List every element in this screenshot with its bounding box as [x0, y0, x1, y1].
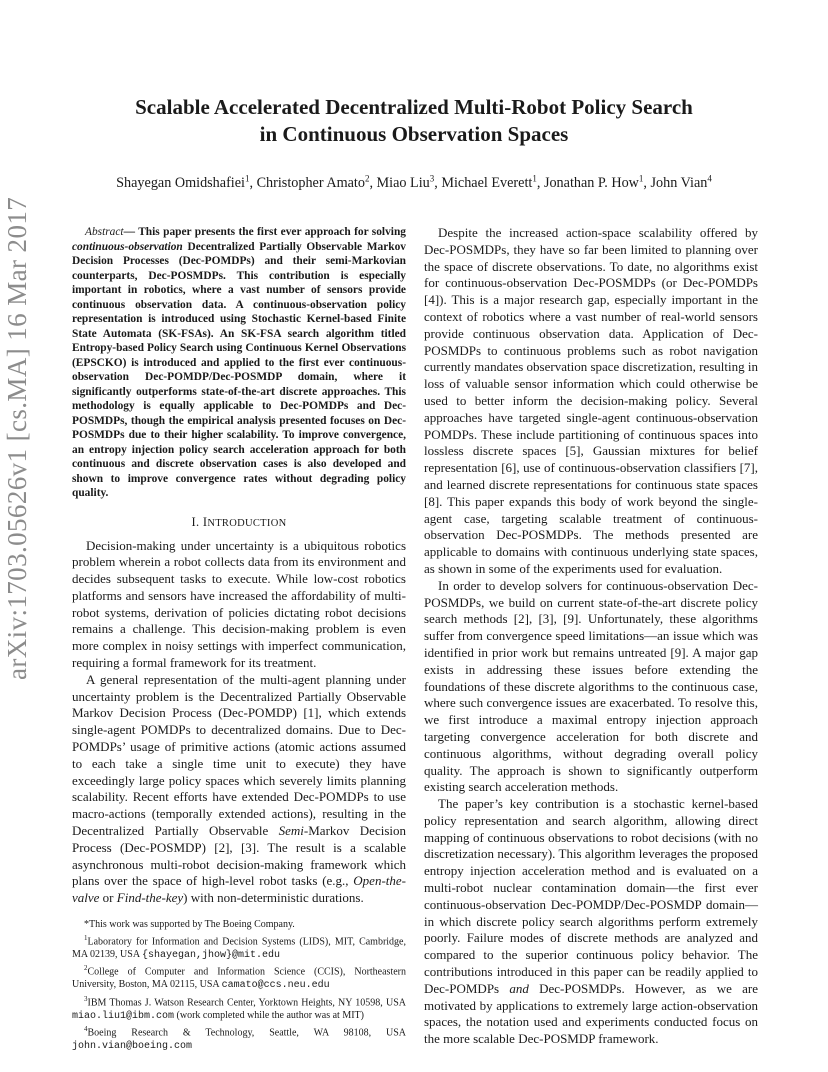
intro-paragraph-3: Despite the increased action-space scalability offered by Dec-POSMDPs, they have so far been limited to planning over the space of discrete observations. To date, no algorithms exist for continuous-observation Dec-POSMDPs (or Dec-POMDPs [4]). This is a major research gap, especially important in the context of robotics where a vast number of real-world sensors provide continuous observation data. Application of Dec-POSMDPs to continuous problems such as robot navigation currently mandates observation space discretization, resulting in loss of valuable sensor information which could otherwise be used to better inform the decision-making policy. Several approaches have targeted single-agent continuous-observation POMDPs. These include partitioning of continuous spaces into lossless discrete spaces [5], Gaussian mixtures for belief representation [6], use of continuous-observation classifiers [7], and learned discrete representations for continuous state spaces [8]. This paper expands this body of work beyond the single-agent case, targeting scalable treatment of continuous-observation Dec-POSMDPs. The methods presented are applicable to domains with continuous underlying state spaces, as shown in some of the experiments used for evaluation. — [424, 225, 758, 576]
author: Jonathan P. How$^1$, — [543, 173, 651, 191]
footnote-affiliation-1: $^1$Laboratory for Information and Decision Systems (LIDS), MIT, Cambridge, MA 02139, USA {shayegan,jhow}@mit.edu — [72, 933, 406, 961]
footnote-funding: *This work was supported by The Boeing Company. — [84, 919, 295, 931]
author-list — [60, 169, 768, 192]
abstract-label: Abstract — [85, 226, 124, 238]
intro-paragraph-2: A general representation of the multi-agent planning under uncertainty problem is the Decentralized Partially Observable Markov Decision Process (Dec-POMDP) [1], which extends single-agent POMDPs to decentralized domains. Due to Dec-POMDPs’ usage of primitive actions (atomic actions assumed to each take a single time unit to execute) they have exceedingly large policy spaces which severely limits planning scalability. Recent efforts have extended Dec-POMDPs to use macro-actions (temporally extended actions), resulting in the Decentralized Partially Observable Semi-Markov Decision Process (Dec-POSMDP) [2], [3]. The result is a scalable asynchronous multi-robot decision-making framework which plans over the space of high-level robot tasks (e.g., Open-the-valve or Find-the-key) with non-deterministic durations. — [72, 671, 407, 906]
footnote-affiliation-2: $^2$College of Computer and Information Science (CCIS), Northeastern University, Boston, MA 02115, USA camato@ccs.neu.edu — [72, 964, 406, 992]
footnote-affiliation-4: $^4$Boeing Research & Technology, Seattle, WA 98108, USA john.vian@boeing.com — [72, 1025, 406, 1053]
footnote-affiliation-3: $^3$IBM Thomas J. Watson Research Center, Yorktown Heights, NY 10598, USA miao.liu1@ibm.com (work completed while the author was at MIT) — [72, 994, 406, 1022]
author: Miao Liu$^3$, — [376, 173, 442, 191]
author: Christopher Amato$^2$, — [256, 173, 377, 191]
author: John Vian$^4$ — [650, 173, 712, 191]
title-line-1: Scalable Accelerated Decentralized Multi-Robot Policy Search — [135, 95, 693, 119]
intro-paragraph-4: In order to develop solvers for continuous-observation Dec-POSMDPs, we build on current state-of-the-art discrete policy search methods [2], [3], [9]. Unfortunately, these algorithms suffer from convergence speed limitations—an issue which was identified in prior work but remains untreated [9]. A major gap exists in addressing these issues before extending the foundations of these discrete algorithms to the continuous case, where such convergence issues are exacerbated. To resolve this, we first introduce a maximal entropy injection approach targeting convergence acceleration for both discrete and continuous algorithms, without degrading overall policy quality. The approach is shown to significantly outperform existing search acceleration methods. — [424, 577, 758, 795]
title-line-2: in Continuous Observation Spaces — [259, 122, 569, 146]
section-heading-introduction: I. INTRODUCTION — [191, 514, 287, 529]
paper-title — [80, 94, 748, 148]
left-column — [72, 225, 406, 1054]
arxiv-identifier-stamp: arXiv:1703.05626v1 [cs.MA] 16 Mar 2017 — [2, 196, 32, 680]
right-column — [424, 225, 758, 1048]
author: Michael Everett$^1$, — [441, 173, 544, 191]
author: Shayegan Omidshafiei$^1$, — [116, 173, 257, 191]
intro-paragraph-1: Decision-making under uncertainty is a ubiquitous robotics problem wherein a robot collects data from its environment and decides subsequent tasks to execute. While low-cost robotics platforms and sensors have increased the affordability of multi-robot systems, derivation of policies dictating robot decisions remains a challenge. This decision-making problem is even more complex in noisy settings with imperfect communication, requiring a formal framework for its treatment. — [72, 537, 406, 671]
abstract: Abstract— This paper presents the first ever approach for solving continuous-observation Decentralized Partially Observable Markov Decision Processes (Dec-POMDPs) and their semi-Markovian counterparts, Dec-POSMDPs. This contribution is especially important in robotics, where a vast number of sensors provide continuous observation data. A continuous-observation policy representation is introduced using Stochastic Kernel-based Finite State Automata (SK-FSAs). An SK-FSA search algorithm titled Entropy-based Policy Search using Continuous Kernel Observations (EPSCKO) is introduced and applied to the first ever continuous-observation Dec-POMDP/Dec-POSMDP domain, where it significantly outperforms state-of-the-art discrete approaches. This methodology is equally applicable to Dec-POMDPs and Dec-POSMDPs, though the empirical analysis presented focuses on Dec-POSMDPs due to their higher scalability. To improve convergence, an entropy injection policy search acceleration approach for both continuous and discrete observation cases is also developed and shown to improve convergence rates without degrading policy quality. — [72, 226, 406, 499]
footnotes — [72, 919, 406, 1054]
intro-paragraph-5: The paper’s key contribution is a stochastic kernel-based policy representation and search algorithm, allowing direct mapping of continuous observations to robot decisions (with no discretization necessary). This algorithm leverages the proposed entropy injection acceleration method and is evaluated on a multi-robot nuclear contamination domain—the first ever continuous-observation Dec-POMDP/Dec-POSMDP domain—in which discrete policy search algorithms perform extremely poorly. Failure modes of discrete methods are analyzed and compared to the superior continuous policy behavior. The contributions introduced in this paper can be readily applied to Dec-POMDPs and Dec-POSMDPs. However, as we are motivated by applications to extremely large action-observation spaces, the notation used and experiments conducted focus on the more scalable Dec-POSMDP framework. — [424, 796, 758, 1047]
